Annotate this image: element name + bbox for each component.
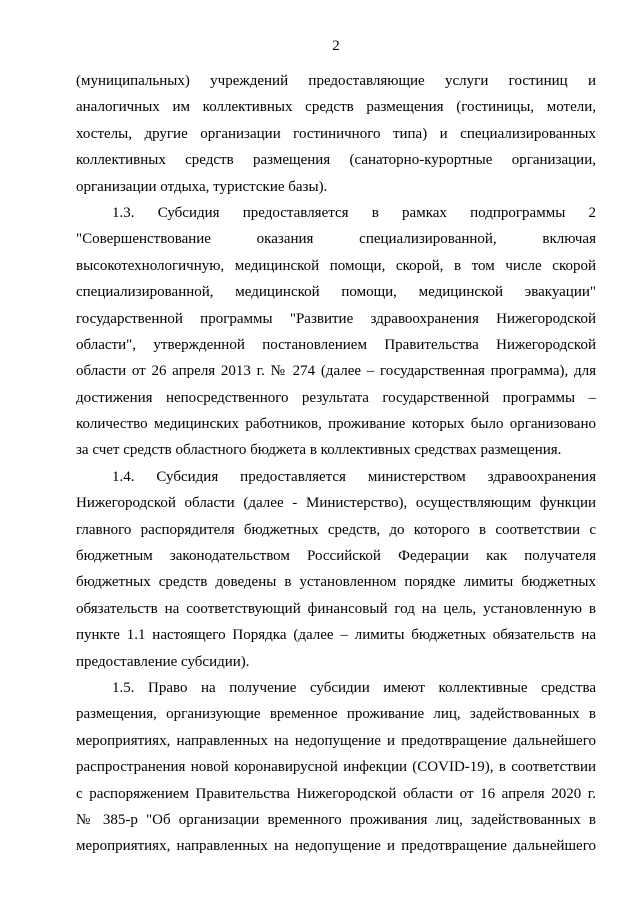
text-line: коллективных средств размещения (санаторно-курортные организации, xyxy=(76,152,596,169)
document-body xyxy=(76,68,596,860)
text-line: 1.5. Право на получение субсидии имеют коллективные средства xyxy=(112,679,596,696)
text-line: с распоряжением Правительства Нижегородской области от 16 апреля 2020 г. xyxy=(76,785,596,802)
text-line: за счет средств областного бюджета в коллективных средствах размещения. xyxy=(76,442,562,459)
paragraph-cont xyxy=(76,68,596,200)
text-line: 1.3. Субсидия предоставляется в рамках подпрограммы 2 xyxy=(112,204,596,221)
text-line: бюджетным законодательством Российской Федерации как получателя xyxy=(76,548,596,565)
page-number: 2 xyxy=(332,38,340,54)
text-line: количество медицинских работников, проживание которых было организовано xyxy=(76,416,596,433)
text-line: высокотехнологичную, медицинской помощи, скорой, в том числе скорой xyxy=(76,257,596,274)
text-line: пункте 1.1 настоящего Порядка (далее – лимиты бюджетных обязательств на xyxy=(76,627,596,644)
text-line: (муниципальных) учреждений предоставляющие услуги гостиниц и xyxy=(76,73,596,89)
text-line: достижения непосредственного результата государственной программы – xyxy=(76,389,596,406)
text-line: 1.4. Субсидия предоставляется министерством здравоохранения xyxy=(112,468,596,485)
text-line: главного распорядителя бюджетных средств, до которого в соответствии с xyxy=(76,521,596,538)
text-line: хостелы, другие организации гостиничного типа) и специализированных xyxy=(76,125,596,142)
text-line: области от 26 апреля 2013 г. № 274 (далее – государственная программа), для xyxy=(76,363,596,380)
text-line: бюджетных средств доведены в установленном порядке лимиты бюджетных xyxy=(76,574,596,591)
text-line: государственной программы "Развитие здравоохранения Нижегородской xyxy=(76,310,596,327)
text-line: распространения новой коронавирусной инфекции (COVID-19), в соответствии xyxy=(76,759,596,776)
paragraph-p1-5 xyxy=(76,675,596,860)
text-line: аналогичных им коллективных средств размещения (гостиницы, мотели, xyxy=(76,99,596,116)
text-line: Нижегородской области (далее - Министерство), осуществляющим функции xyxy=(76,495,596,512)
text-line: мероприятиях, направленных на недопущение и предотвращение дальнейшего xyxy=(76,732,596,749)
text-line: мероприятиях, направленных на недопущение и предотвращение дальнейшего xyxy=(76,838,596,855)
document-page xyxy=(76,36,596,860)
text-line: организации отдыха, туристские базы). xyxy=(76,178,328,195)
text-line: "Совершенствование оказания специализированной, включая xyxy=(76,231,596,248)
text-line: № 385-р "Об организации временного проживания лиц, задействованных в xyxy=(76,811,596,828)
text-line: размещения, организующие временное проживание лиц, задействованных в xyxy=(76,706,596,723)
text-line: области", утвержденной постановлением Правительства Нижегородской xyxy=(76,336,596,353)
text-line: предоставление субсидии). xyxy=(76,653,250,670)
paragraph-p1-4 xyxy=(76,464,596,675)
text-line: специализированной, медицинской помощи, медицинской эвакуации" xyxy=(76,284,596,301)
text-line: обязательств на соответствующий финансовый год на цель, установленную в xyxy=(76,600,596,617)
paragraph-p1-3 xyxy=(76,200,596,464)
